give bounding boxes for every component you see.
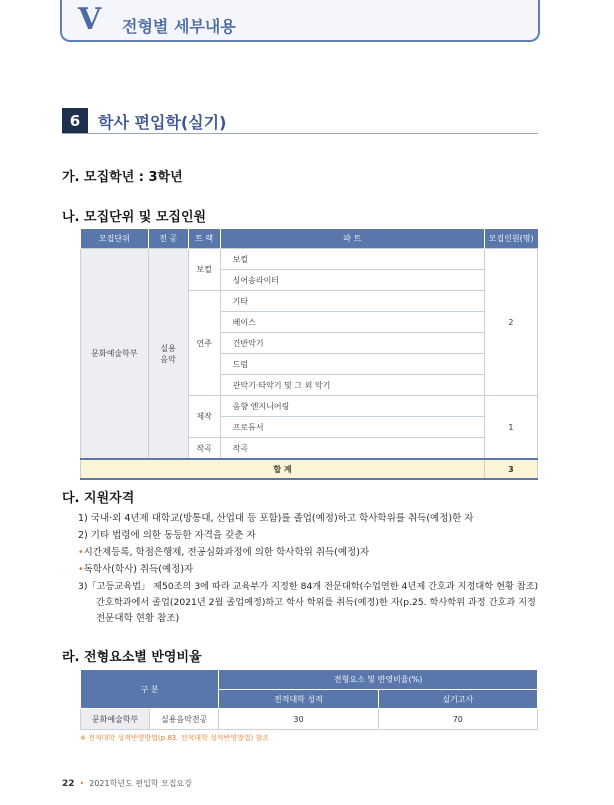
col-practical-exam: 실기고사 — [378, 690, 537, 709]
qualification-line-cont: 간호학과에서 졸업(2021년 2월 졸업예정)하고 학사 학위를 취득(예정)한 자(p.25. 학사학위 과정 간호과 지정 — [96, 597, 536, 608]
bullet-icon: • — [78, 547, 84, 558]
quota-cell: 2 — [484, 249, 537, 396]
track-cell: 연주 — [188, 291, 220, 396]
section-number: 6 — [62, 108, 88, 134]
part-cell: 보컬 — [220, 249, 484, 270]
major-cell — [148, 249, 188, 460]
heading-ga: 가. 모집학년 : 3학년 — [62, 170, 183, 185]
col-category: 구 분 — [81, 670, 219, 709]
total-label: 합 계 — [81, 459, 485, 479]
col-quota: 모집인원(명) — [484, 229, 537, 249]
table-row — [81, 709, 538, 730]
bullet-icon: • — [79, 779, 85, 788]
practical-exam-value: 70 — [378, 709, 537, 730]
section-divider — [62, 133, 538, 134]
footnote: ※ 전적대학 성적반영방법(p.83. 전적대학 성적반영방법) 참조 — [80, 734, 270, 742]
ratio-table — [80, 669, 538, 730]
qualification-subline-text: 시간제등록, 학점은행제, 전공심화과정에 의한 학사학위 취득(예정)자 — [83, 547, 370, 558]
col-unit: 모집단위 — [81, 229, 149, 249]
document-title: 2021학년도 편입학 모집요강 — [89, 779, 192, 788]
part-cell: 작곡 — [220, 438, 484, 460]
quota-cell: 1 — [484, 396, 537, 460]
col-part: 파 트 — [220, 229, 484, 249]
qualification-line: 2) 기타 법령에 의한 동등한 자격을 갖춘 자 — [78, 530, 256, 541]
qualification-line: 3)「고등교육법」 제50조의 3에 따라 교육부가 지정한 84개 전문대학(수업연한 4년제 간호과 지정대학 현황 참조) — [78, 581, 539, 592]
page-number: 22 — [62, 779, 75, 789]
chapter-header — [60, 0, 536, 46]
prior-grade-value: 30 — [219, 709, 378, 730]
table-row — [81, 249, 538, 270]
col-ratio-group: 전형요소 및 반영비율(%) — [219, 670, 538, 690]
table-header-row — [81, 229, 538, 249]
part-cell: 건반악기 — [220, 333, 484, 354]
bullet-icon: • — [78, 564, 84, 575]
part-cell: 싱어송라이터 — [220, 270, 484, 291]
heading-na: 나. 모집단위 및 모집인원 — [62, 210, 207, 225]
chapter-letter: V — [78, 2, 102, 37]
qualification-line-cont: 전문대학 현황 참조) — [96, 613, 180, 624]
table-header-row — [81, 670, 538, 690]
major-line2: 음악 — [160, 354, 176, 364]
total-row — [81, 459, 538, 479]
page-footer — [62, 778, 192, 789]
part-cell: 음향 엔지니어링 — [220, 396, 484, 417]
track-cell: 보컬 — [188, 249, 220, 291]
qualification-subline — [78, 544, 369, 558]
unit-cell: 문화예술학부 — [81, 249, 149, 460]
heading-da: 다. 지원자격 — [62, 491, 135, 506]
part-cell: 기타 — [220, 291, 484, 312]
track-cell: 작곡 — [188, 438, 220, 460]
qualification-subline — [78, 561, 193, 575]
part-cell: 관악기·타악기 및 그 외 악기 — [220, 375, 484, 396]
heading-ra: 라. 전형요소별 반영비율 — [62, 650, 202, 665]
major-cell: 실용음악전공 — [150, 709, 219, 730]
section-title: 학사 편입학(실기) — [98, 113, 227, 132]
unit-cell: 문화예술학부 — [81, 709, 150, 730]
qualification-line: 1) 국내·외 4년제 대학교(방통대, 산업대 등 포함)를 졸업(예정)하고 학사학위를 취득(예정)한 자 — [78, 513, 474, 524]
quota-table — [80, 229, 538, 480]
major-line1: 실용 — [160, 343, 176, 353]
col-track: 트 랙 — [188, 229, 220, 249]
col-major: 전 공 — [148, 229, 188, 249]
part-cell: 프로듀서 — [220, 417, 484, 438]
chapter-title: 전형별 세부내용 — [122, 17, 236, 36]
part-cell: 베이스 — [220, 312, 484, 333]
total-value: 3 — [484, 459, 537, 479]
col-prior-grade: 전적대학 성적 — [219, 690, 378, 709]
qualification-subline-text: 독학사(학사) 취득(예정)자 — [83, 564, 194, 575]
part-cell: 드럼 — [220, 354, 484, 375]
track-cell: 제작 — [188, 396, 220, 438]
